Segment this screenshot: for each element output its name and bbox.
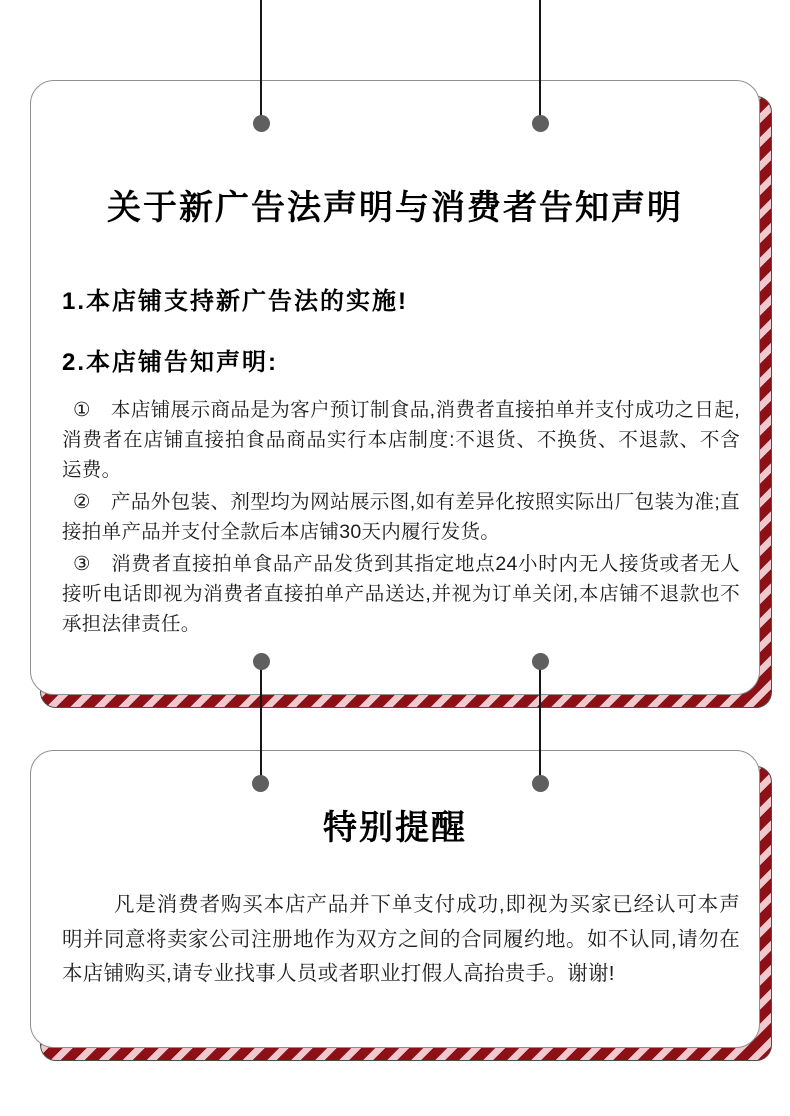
hanging-dot bbox=[532, 653, 549, 670]
hanging-dot bbox=[253, 653, 270, 670]
hanging-dot bbox=[252, 775, 269, 792]
hanging-line-top-right bbox=[539, 0, 541, 119]
reminder-paragraph: 凡是消费者购买本店产品并下单支付成功,即视为买家已经认可本声明并同意将卖家公司注册地作为双方之间的合同履约地。如不认同,请勿在本店铺购买,请专业找事人员或者职业打假人高抬贵手。谢谢! bbox=[62, 893, 740, 985]
circled-number-3-icon: ③ bbox=[73, 553, 92, 575]
notice-item bbox=[62, 549, 740, 639]
hanging-dot bbox=[253, 115, 270, 132]
card-title: 特别提醒 bbox=[323, 809, 467, 847]
hanging-dot bbox=[532, 775, 549, 792]
advertising-law-card bbox=[30, 80, 760, 695]
hanging-line-top-left bbox=[260, 0, 262, 119]
notice-item-list bbox=[62, 395, 740, 641]
notice-item bbox=[62, 395, 740, 485]
hanging-line-middle-left bbox=[260, 660, 262, 785]
notice-item bbox=[62, 487, 740, 547]
hanging-line-middle-right bbox=[539, 660, 541, 785]
notice-item-text: 本店铺展示商品是为客户预订制食品,消费者直接拍单并支付成功之日起,消费者在店铺直接拍食品商品实行本店制度:不退货、不换货、不退款、不含运费。 bbox=[62, 399, 740, 481]
section-heading-2: 2.本店铺告知声明: bbox=[62, 349, 279, 376]
circled-number-2-icon: ② bbox=[73, 491, 91, 513]
notice-item-text: 消费者直接拍单食品产品发货到其指定地点24小时内无人接货或者无人接听电话即视为消费者直接拍单产品送达,并视为订单关闭,本店铺不退款也不承担法律责任。 bbox=[62, 553, 740, 635]
circled-number-1-icon: ① bbox=[73, 399, 91, 421]
hanging-dot bbox=[532, 115, 549, 132]
card-title: 关于新广告法声明与消费者告知声明 bbox=[107, 189, 683, 227]
section-heading-1: 1.本店铺支持新广告法的实施! bbox=[62, 288, 409, 315]
notice-item-text: 产品外包装、剂型均为网站展示图,如有差异化按照实际出厂包装为准;直接拍单产品并支付全款后本店铺30天内履行发货。 bbox=[62, 491, 740, 543]
special-reminder-card bbox=[30, 750, 760, 1048]
